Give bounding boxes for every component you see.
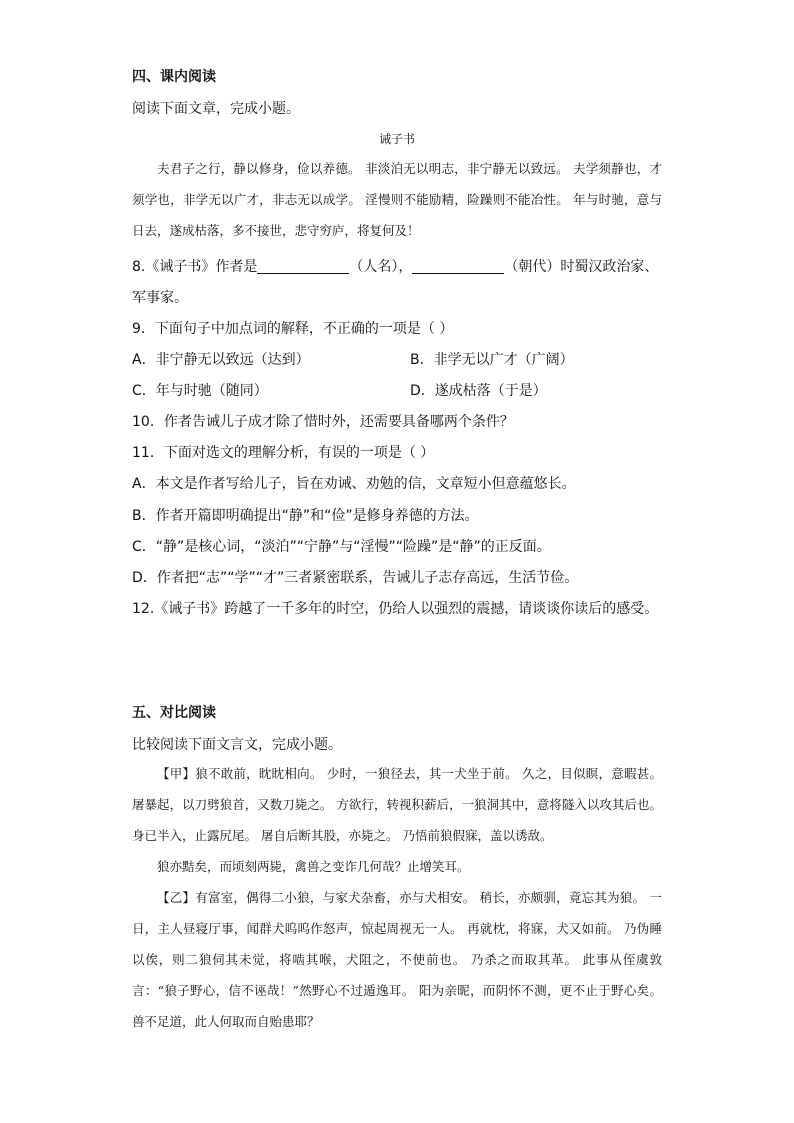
section-instruction-2: 比较阅读下面文言文，完成小题。 bbox=[132, 737, 342, 753]
answer-blank-dynasty[interactable] bbox=[412, 259, 504, 274]
q8-text-3: （朝代）时蜀汉政治家、 bbox=[504, 259, 659, 275]
q9-option-c: C．年与时驰（随同） bbox=[132, 383, 268, 399]
q8-text-1: 8.《诫子书》作者是 bbox=[132, 259, 258, 275]
passage-jia-paragraph-1: 【甲】狼不敢前，眈眈相向。 少时，一狼径去，其一犬坐于前。 久之，目似瞑，意暇甚。 屠暴起，以刀劈狼首，又数刀毙之。 方欲行，转视积薪后，一狼洞其中，意将隧入以攻其后也。 身已半入，止露尻尾。 屠自后断其股，亦毙之。 乃悟前狼假寐，盖以诱敌。 bbox=[132, 766, 662, 843]
q8-text-2: （人名）， bbox=[349, 259, 413, 275]
question-10: 10．作者告诫儿子成才除了惜时外，还需要具备哪两个条件？ bbox=[132, 414, 514, 430]
section-heading-comparative-reading: 五、对比阅读 bbox=[132, 705, 216, 721]
question-8-cont: 军事家。 bbox=[132, 290, 188, 306]
question-8 bbox=[132, 256, 658, 276]
classical-passage bbox=[132, 153, 662, 246]
q11-option-a: A．本文是作者写给儿子，旨在劝诫、劝勉的信，文章短小但意蕴悠长。 bbox=[132, 476, 576, 492]
q11-option-b: B．作者开篇即明确提出“静”和“俭”是修身养德的方法。 bbox=[132, 508, 479, 524]
q9-option-a: A．非宁静无以致远（达到） bbox=[132, 352, 310, 368]
q11-option-d: D．作者把“志”“学”“才”三者紧密联系，告诫儿子志存高远，生活节俭。 bbox=[132, 570, 579, 586]
question-9: 9．下面句子中加点词的解释，不正确的一项是（ ） bbox=[132, 321, 454, 337]
passage-yi-paragraph: 【乙】有富室，偶得二小狼，与家犬杂畜，亦与犬相安。 稍长，亦颇驯，竟忘其为狼。 一日，主人昼寝厅事，闻群犬呜呜作怒声，惊起周视无一人。 再就枕，将寐，犬又如前。 乃伪睡以俟，则二狼伺其未觉，将啮其喉，犬阻之，不使前也。 乃杀之而取其革。 此事从侄虞敦言：“狼子野心，信不诬哉！”然野心不过遁逸耳。 阳为亲昵，而阴怀不测，更不止于野心矣。 兽不足道，此人何取而自贻患耶？ bbox=[132, 890, 662, 1029]
answer-blank-author[interactable] bbox=[257, 259, 349, 274]
section-instruction: 阅读下面文章，完成小题。 bbox=[132, 101, 300, 117]
passage-jia-paragraph-2: 狼亦黠矣，而顷刻两毙，禽兽之变诈几何哉？止增笑耳。 bbox=[157, 859, 470, 874]
passage-title: 诫子书 bbox=[378, 132, 415, 146]
section-heading-in-class-reading: 四、课内阅读 bbox=[132, 69, 216, 85]
q9-option-d: D．遂成枯落（于是） bbox=[410, 383, 547, 399]
passage-paragraph: 夫君子之行，静以修身，俭以养德。 非淡泊无以明志，非宁静无以致远。 夫学须静也，才须学也，非学无以广才，非志无以成学。 淫慢则不能励精，险躁则不能冶性。 年与时驰，意与日去，遂成枯落，多不接世，悲守穷庐，将复何及！ bbox=[132, 161, 662, 238]
question-12: 12.《诫子书》跨越了一千多年的时空，仍给人以强烈的震撼，请谈谈你读后的感受。 bbox=[132, 601, 659, 617]
question-11: 11．下面对选文的理解分析，有误的一项是（ ） bbox=[132, 445, 435, 461]
q11-option-c: C．“静”是核心词，“淡泊”“宁静”与“淫慢”“险躁”是“静”的正反面。 bbox=[132, 539, 551, 555]
q9-option-b: B．非学无以广才（广阔） bbox=[410, 352, 574, 368]
classical-passage-jia bbox=[132, 758, 662, 1037]
